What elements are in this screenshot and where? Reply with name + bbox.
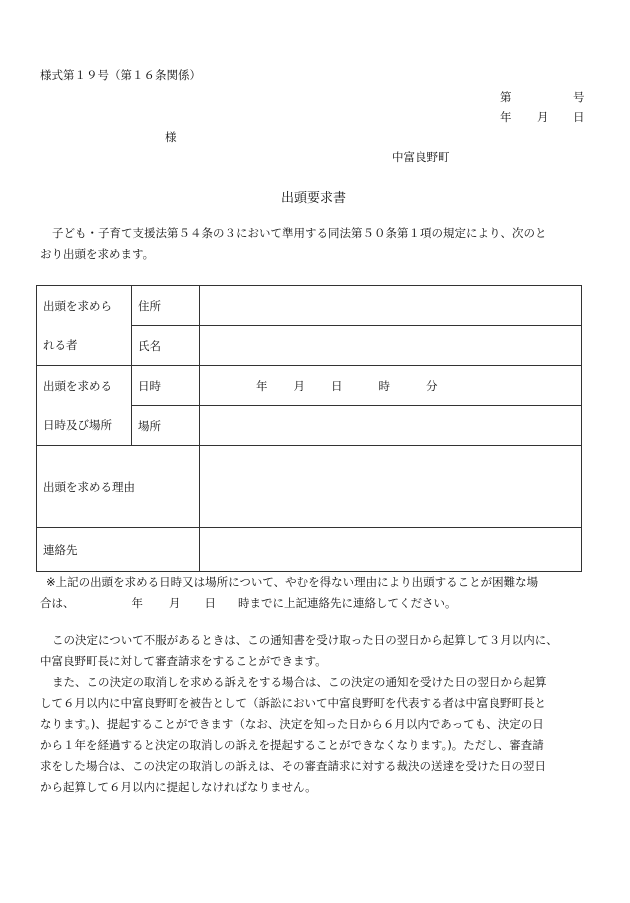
note-line2-prefix: 合は、 (40, 596, 75, 610)
place-label: 場所 (132, 406, 200, 446)
addressee-honorific: 様 (165, 130, 177, 144)
issuer-name: 中富良野町 (392, 150, 450, 164)
appeal-p2-line2: して６月以内に中富良野町を被告として（訴訟において中富良野町を代表する者は中富良野町長と (40, 696, 546, 710)
appeal-p2-line4: から１年を経過すると決定の取消しの訴えを提起することができなくなります。)。ただし、審査請 (40, 738, 544, 752)
address-field[interactable] (200, 286, 582, 326)
appeal-p2-line5: 求をした場合は、この決定の取消しの訴えは、その審査請求に対する裁決の送達を受けた日の翌日 (40, 759, 546, 773)
note-line-1: ※上記の出頭を求める日時又は場所について、やむを得ない理由により出頭することが困難な場 (46, 575, 539, 589)
reason-field[interactable] (200, 446, 582, 528)
request-form-table (36, 285, 582, 572)
appeal-p2-line6: から起算して６月以内に提起しなければなりません。 (40, 780, 317, 794)
intro-line-2: おり出頭を求めます。 (40, 247, 155, 261)
person-label-line1: 出頭を求めら (37, 286, 132, 326)
datetime-field[interactable] (200, 366, 582, 406)
datetime-label-line1: 出頭を求める (37, 366, 132, 406)
intro-paragraph (40, 223, 600, 265)
reason-label: 出頭を求める理由 (37, 446, 200, 528)
note-month: 月 (169, 596, 181, 610)
datetime-label-line2: 日時及び場所 (37, 406, 132, 446)
date-month-label: 月 (537, 110, 549, 124)
appeal-p1-line1: この決定について不服があるときは、この通知書を受け取った日の翌日から起算して３月以内に、 (52, 633, 558, 647)
note-day: 日 (204, 596, 216, 610)
datetime-sub-label: 日時 (132, 366, 200, 406)
note-year: 年 (131, 596, 143, 610)
appeal-p2-line1: また、この決定の取消しを求める訴えをする場合は、この決定の通知を受けた日の翌日から起算 (52, 675, 547, 689)
person-label-line2: れる者 (37, 326, 132, 366)
contact-field[interactable] (200, 528, 582, 572)
datetime-month: 月 (293, 378, 305, 393)
name-label: 氏名 (132, 326, 200, 366)
note-paragraph (40, 572, 610, 614)
form-number: 様式第１９号（第１６条関係） (40, 68, 201, 82)
name-field[interactable] (200, 326, 582, 366)
note-line-2 (40, 593, 610, 614)
date-year-label: 年 (500, 110, 512, 124)
contact-label: 連絡先 (37, 528, 200, 572)
document-number-suffix: 号 (573, 90, 585, 104)
datetime-hour: 時 (378, 378, 390, 393)
appeal-notice (40, 630, 610, 798)
datetime-year: 年 (256, 378, 268, 393)
datetime-minute: 分 (426, 378, 438, 393)
document-title: 出頭要求書 (281, 191, 347, 206)
date-day-label: 日 (573, 110, 585, 124)
datetime-day: 日 (331, 378, 343, 393)
note-line2-suffix: 時までに上記連絡先に連絡してください。 (238, 596, 457, 610)
document-number-prefix: 第 (500, 90, 512, 104)
address-label: 住所 (132, 286, 200, 326)
intro-line-1: 子ども・子育て支援法第５４条の３において準用する同法第５０条第１項の規定により、次のと (52, 226, 547, 240)
place-field[interactable] (200, 406, 582, 446)
appeal-p1-line2: 中富良野町長に対して審査請求をすることができます。 (40, 654, 327, 668)
appeal-p2-line3: なります。)、提起することができます（なお、決定を知った日から６月以内であっても、決定の日 (40, 717, 544, 731)
